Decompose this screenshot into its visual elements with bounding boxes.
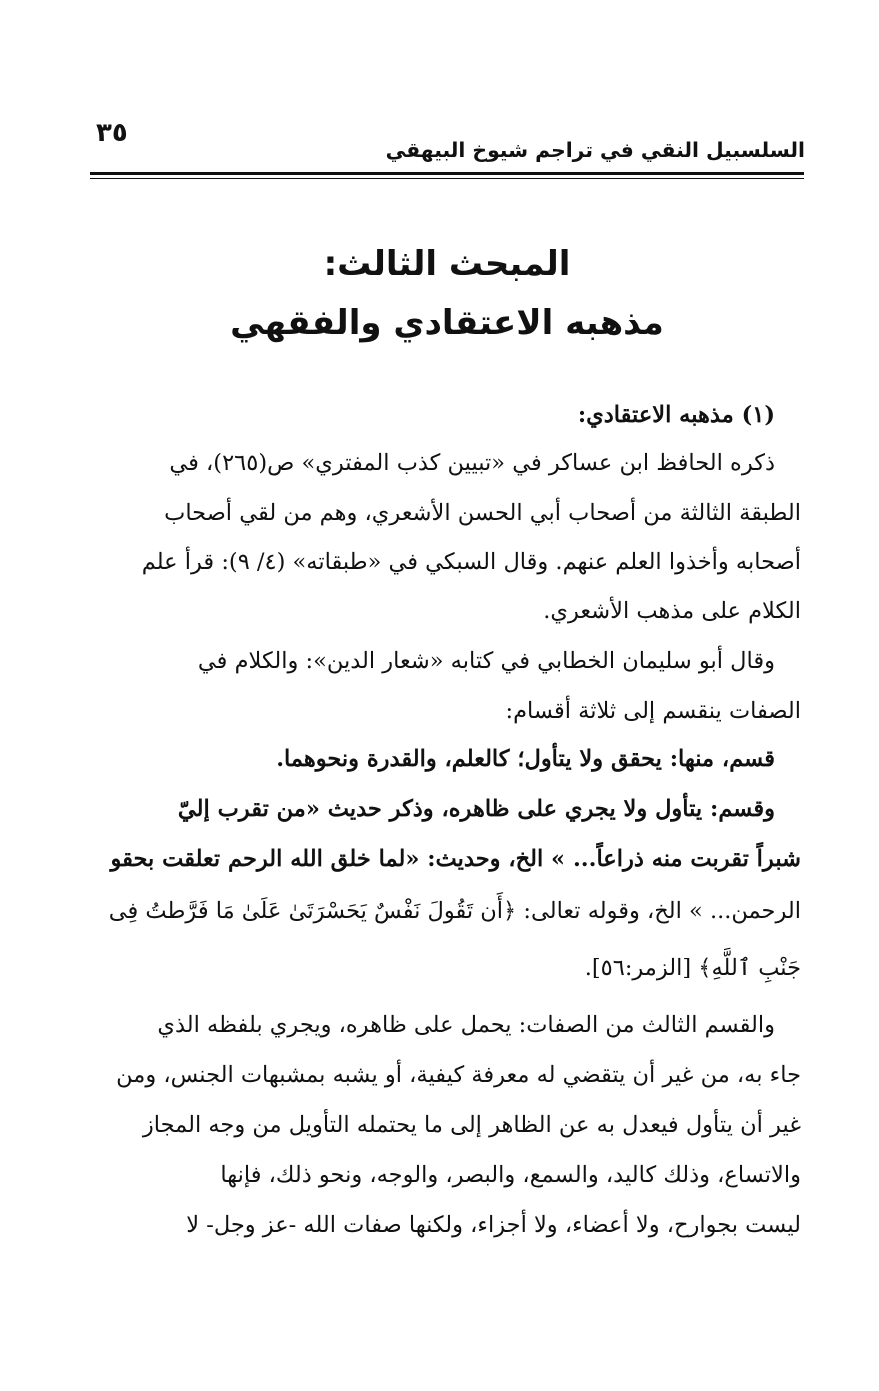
body-line: والاتساع، وذلك كاليد، والسمع، والبصر، والوجه، ونحو ذلك، فإنها	[220, 1162, 801, 1188]
body-line: الكلام على مذهب الأشعري.	[543, 598, 801, 624]
body-line: الصفات ينقسم إلى ثلاثة أقسام:	[505, 698, 801, 724]
body-line: ذكره الحافظ ابن عساكر في «تبيين كذب المفتري» ص(٢٦٥)، في	[169, 450, 775, 476]
body-line: الطبقة الثالثة من أصحاب أبي الحسن الأشعري، وهم من لقي أصحاب	[164, 500, 801, 526]
body-line: شبراً تقربت منه ذراعاً... » الخ، وحديث: «لما خلق الله الرحم تعلقت بحقو	[110, 846, 801, 872]
body-line: أصحابه وأخذوا العلم عنهم. وقال السبكي في «طبقاته» (٤/ ٩): قرأ علم	[141, 549, 801, 575]
body-line: وقسم: يتأول ولا يجري على ظاهره، وذكر حديث «من تقرب إليّ	[177, 796, 775, 822]
subheading-creed: (١) مذهبه الاعتقادي:	[577, 402, 775, 428]
body-line: والقسم الثالث من الصفات: يحمل على ظاهره، ويجري بلفظه الذي	[157, 1012, 775, 1038]
header-rule-thin	[90, 178, 804, 179]
section-title-line-2: مذهبه الاعتقادي والفقهي	[230, 303, 664, 343]
running-title: السلسبيل النقي في تراجم شيوخ البيهقي	[385, 138, 805, 162]
body-line: ليست بجوارح، ولا أعضاء، ولا أجزاء، ولكنها صفات الله -عز وجل- لا	[186, 1212, 801, 1238]
body-line: قسم، منها: يحقق ولا يتأول؛ كالعلم، والقدرة ونحوهما.	[276, 746, 775, 772]
header-rule-thick	[90, 172, 804, 175]
body-line: جاء به، من غير أن يتقضي له معرفة كيفية، أو يشبه بمشبهات الجنس، ومن	[116, 1062, 801, 1088]
body-line-quran: الرحمن... » الخ، وقوله تعالى: ﴿أَن تَقُولَ نَفْسٌ يَحَسْرَتَىٰ عَلَىٰ مَا فَرَّطتُ فِى	[108, 898, 801, 924]
page-number: ٣٥	[96, 118, 128, 148]
body-line-quran-ref: جَنْبِ ٱللَّهِ﴾ [الزمر:٥٦].	[584, 955, 801, 981]
body-line: غير أن يتأول فيعدل به عن الظاهر إلى ما يحتمله التأويل من وجه المجاز	[142, 1112, 801, 1138]
body-line: وقال أبو سليمان الخطابي في كتابه «شعار الدين»: والكلام في	[197, 648, 775, 674]
section-title-line-1: المبحث الثالث:	[323, 244, 571, 284]
